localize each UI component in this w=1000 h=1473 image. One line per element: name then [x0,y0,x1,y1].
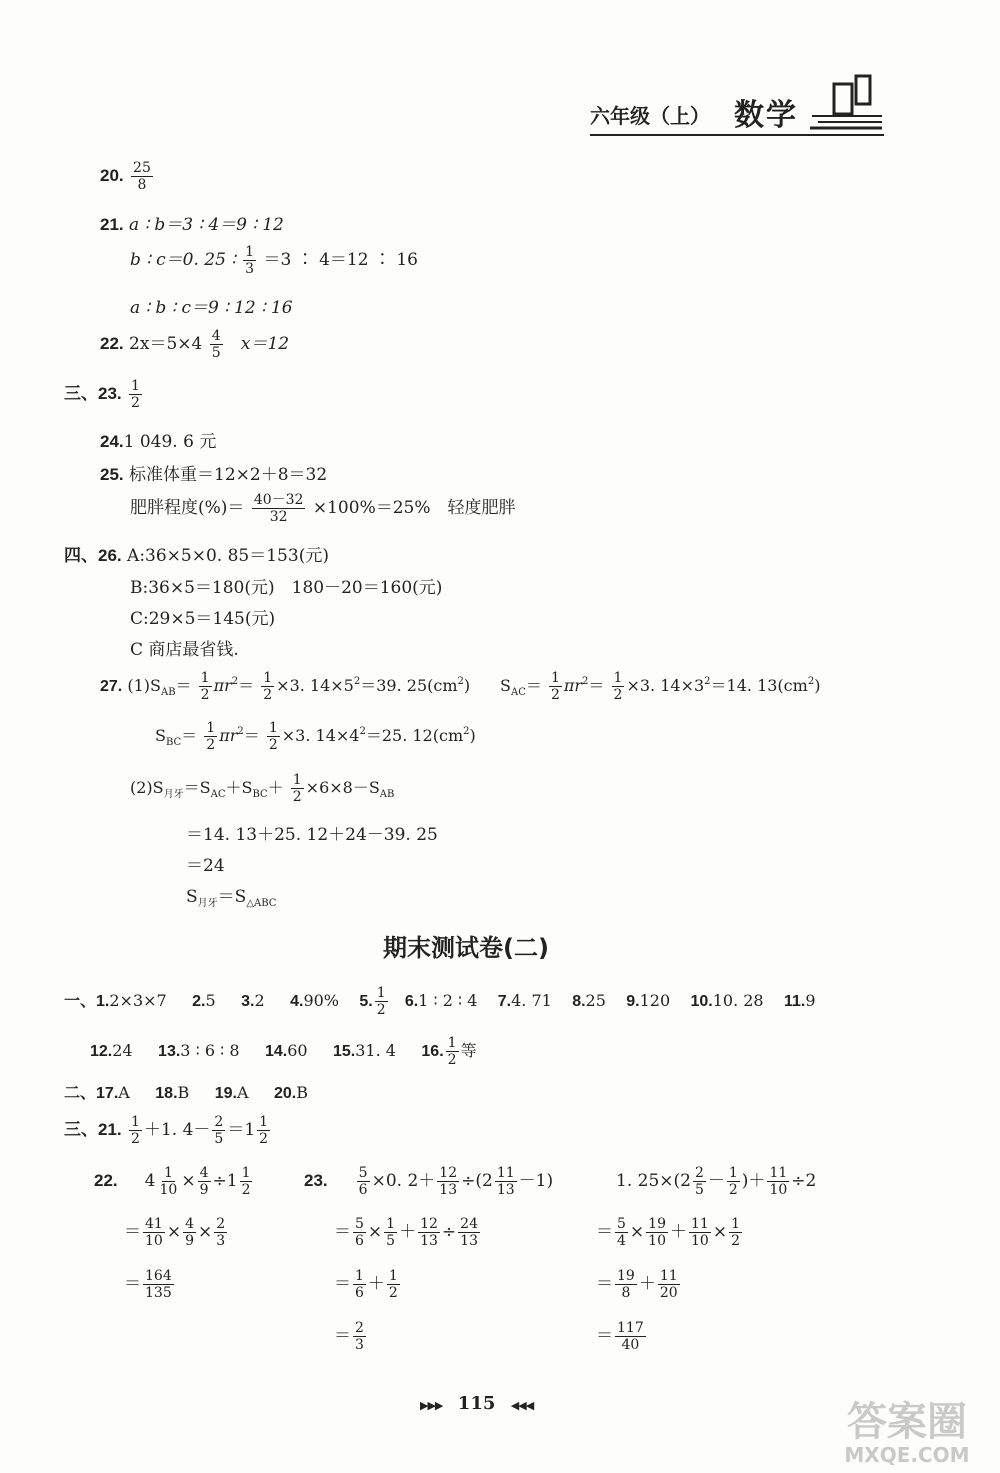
fraction: $\frac{5}{4}$ [617,1216,626,1249]
fraction: $\frac{11}{10}$ [691,1216,709,1249]
final-row-1: 一、1.2×3×7 2.5 3.2 4.90% 5. $\frac{1}{2}$ 6.1 ∶ 2 ∶ 4 7.4. 71 8.25 9.120 10.10. 28 11.9 [64,985,816,1018]
answer-27-part1-ac: $S_{AC}=$ $\frac{1}{2}$ $\pi r^2=$ $\frac{1}{2}$ ×3. $14\times 3^2=14$. $13(cm^2)$ [500,670,821,703]
fraction: $\frac{1}{2}$ [292,772,302,805]
fraction: $\frac{117}{40}$ [617,1320,644,1353]
answer-26-line3: C:29×5＝145(元) [130,609,276,629]
final-answer-23-line1: 23. $\frac{5}{6}$ ×0. 2＋ $\frac{12}{13}$ ÷(2 $\frac{11}{13}$ －1) [304,1165,554,1198]
answer-27-part2-line1: $(2)S_{月牙}=S_{AC}+S_{BC}+$ $\frac{1}{2}$ $\times 6\times 8-S_{AB}$ [130,772,395,805]
final-answer-23-line2: ＝ $\frac{5}{6}$ × $\frac{1}{5}$ ＋ $\frac{12}{13}$ ÷ $\frac{24}{13}$ [334,1216,478,1249]
fraction: $\frac{4}{9}$ [185,1216,194,1249]
fraction: $\frac{40-32}{32}$ [253,492,304,525]
fraction: $\frac{2}{3}$ [355,1320,364,1353]
fraction: $\frac{1}{3}$ [245,244,255,277]
fraction: $\frac{2}{3}$ [216,1216,226,1249]
fraction: $\frac{1}{2}$ [447,1035,457,1068]
answer-25-line1: 25. 标准体重＝12×2＋8＝32 [100,465,328,485]
final-answer-23-line3: ＝ $\frac{1}{6}$ ＋ $\frac{1}{2}$ [334,1268,398,1301]
fraction: $\frac{11}{20}$ [659,1268,678,1301]
page-footer [420,1393,533,1414]
answer-21-line1: 21. a ∶ b＝3 ∶ 4＝9 ∶ 12 [100,215,284,235]
final-answer-22-line3: ＝ $\frac{164}{135}$ [124,1268,172,1301]
fraction: $\frac{2}{5}$ [214,1114,224,1147]
fraction: $\frac{1}{2}$ [731,1216,740,1249]
watermark-url: MXQE.COM [844,1443,970,1467]
header-rule [590,134,884,136]
answer-26-line1: 四、26. A:36×5×0. 85＝153(元) [64,546,329,566]
answer-27-part1-bc: $S_{BC}=$ $\frac{1}{2}$ $\pi r^2=$ $\frac{1}{2}$ ×3. $14\times 4^2=25$. $12(cm^2)$ [155,720,476,753]
answer-24: 24.1 049. 6 元 [100,432,217,452]
final-answer-21: 三、21. $\frac{1}{2}$ ＋1. 4－ $\frac{2}{5}$ ＝1 $\frac{1}{2}$ [64,1114,269,1147]
answer-25-line2: 肥胖程度(%)＝ $\frac{40-32}{32}$ ×100%＝25% 轻度肥胖 [130,492,516,525]
watermark-text: 答案圈 [847,1399,967,1445]
fraction: $\frac{12}{13}$ [439,1165,458,1198]
fraction: $\frac{11}{10}$ [769,1165,788,1198]
fraction: $\frac{1}{2}$ [550,670,560,703]
watermark [822,1400,992,1468]
arrow-left-icon: ◀◀◀ [510,1399,534,1412]
grade-label: 六年级（上） [590,104,710,128]
fraction: $\frac{1}{10}$ [159,1165,178,1198]
book-logo-icon [810,72,884,132]
fraction: $\frac{24}{13}$ [460,1216,478,1249]
arrow-right-icon: ▶▶▶ [420,1399,443,1412]
answer-23: 三、23. $\frac{1}{2}$ [64,378,140,411]
fraction: $\frac{2}{5}$ [694,1165,704,1198]
page-header [590,72,890,142]
fraction: $\frac{164}{135}$ [145,1268,172,1301]
final-answer-22-line2: ＝ $\frac{41}{10}$ × $\frac{4}{9}$ × $\frac{2}{3}$ [124,1216,226,1249]
fraction: $\frac{1}{6}$ [355,1268,364,1301]
fraction: $\frac{1}{2}$ [259,1114,269,1147]
final-answer-24-line3: ＝ $\frac{19}{8}$ ＋ $\frac{11}{20}$ [596,1268,678,1301]
final-row-3: 二、17.A 18.B 19.A 20.B [64,1083,308,1102]
page-number: 115 [457,1393,496,1414]
fraction: $\frac{4}{9}$ [199,1165,209,1198]
fraction: $\frac{5}{6}$ [358,1165,368,1198]
fraction: $\frac{19}{8}$ [617,1268,635,1301]
final-answer-24-line4: ＝ $\frac{117}{40}$ [596,1320,644,1353]
fraction: $\frac{1}{2}$ [131,1114,140,1147]
answer-27-part1-line1: 27. $(1)S_{AB}=$ $\frac{1}{2}$ $\pi r^2=$ $\frac{1}{2}$ ×3. $14\times 5^2=39$. $25(cm^2)$ [100,670,471,703]
fraction: $\frac{1}{2}$ [241,1165,251,1198]
fraction: $\frac{1}{2}$ [728,1165,738,1198]
fraction: $\frac{12}{13}$ [420,1216,438,1249]
fraction: $\frac{41}{10}$ [145,1216,163,1249]
answer-20: 20. $\frac{25}{8}$ [100,160,151,193]
fraction: $\frac{1}{2}$ [376,985,386,1018]
answer-21-line2: b ∶ c＝0. 25 ∶ $\frac{1}{3}$ ＝3 ∶ 4＝12 ∶ 16 [130,244,418,277]
fraction: $\frac{1}{2}$ [613,670,623,703]
answer-22: 22. 2x＝5×4 $\frac{4}{5}$ x＝12 [100,328,290,361]
fraction: $\frac{1}{2}$ [388,1268,398,1301]
answer-26-line4: C 商店最省钱. [130,640,239,660]
fraction: $\frac{19}{10}$ [648,1216,666,1249]
answer-27-part2-line3: ＝24 [186,856,225,876]
final-answer-23-line4: ＝ $\frac{2}{3}$ [334,1320,364,1353]
answer-26-line2: B:36×5＝180(元) 180－20＝160(元) [130,578,443,598]
fraction: $\frac{4}{5}$ [211,328,221,361]
final-answer-24-line1: 1. 25×(2 $\frac{2}{5}$ － $\frac{1}{2}$ )＋ $\frac{11}{10}$ ÷2 [616,1165,817,1198]
fraction: $\frac{11}{13}$ [496,1165,515,1198]
fraction: $\frac{1}{5}$ [386,1216,396,1249]
answer-21-line3: a ∶ b ∶ c＝9 ∶ 12 ∶ 16 [130,298,293,318]
final-row-2: 12.24 13.3 ∶ 6 ∶ 8 14.60 15.31. 4 16. $\frac{1}{2}$ 等 [90,1035,477,1068]
fraction: $\frac{5}{6}$ [355,1216,364,1249]
subject-title: 数学 [734,98,798,133]
answer-27-part2-line4: $S_{月牙}=S_{\triangle ABC}$ [186,887,277,909]
answer-27-part2-line2: ＝14. 13＋25. 12＋24－39. 25 [186,825,438,845]
fraction: $\frac{1}{2}$ [268,720,278,753]
final-answer-22-line1: 22. 4 $\frac{1}{10}$ × $\frac{4}{9}$ ÷1 $\frac{1}{2}$ [94,1165,251,1198]
fraction: $\frac{1}{2}$ [263,670,273,703]
section-title: 期末测试卷(二) [383,934,549,962]
fraction: $\frac{1}{2}$ [200,670,210,703]
fraction: $\frac{1}{2}$ [206,720,216,753]
final-answer-24-line2: ＝ $\frac{5}{4}$ × $\frac{19}{10}$ ＋ $\frac{11}{10}$ × $\frac{1}{2}$ [596,1216,740,1249]
fraction: $\frac{25}{8}$ [133,160,151,193]
fraction: $\frac{1}{2}$ [131,378,140,411]
